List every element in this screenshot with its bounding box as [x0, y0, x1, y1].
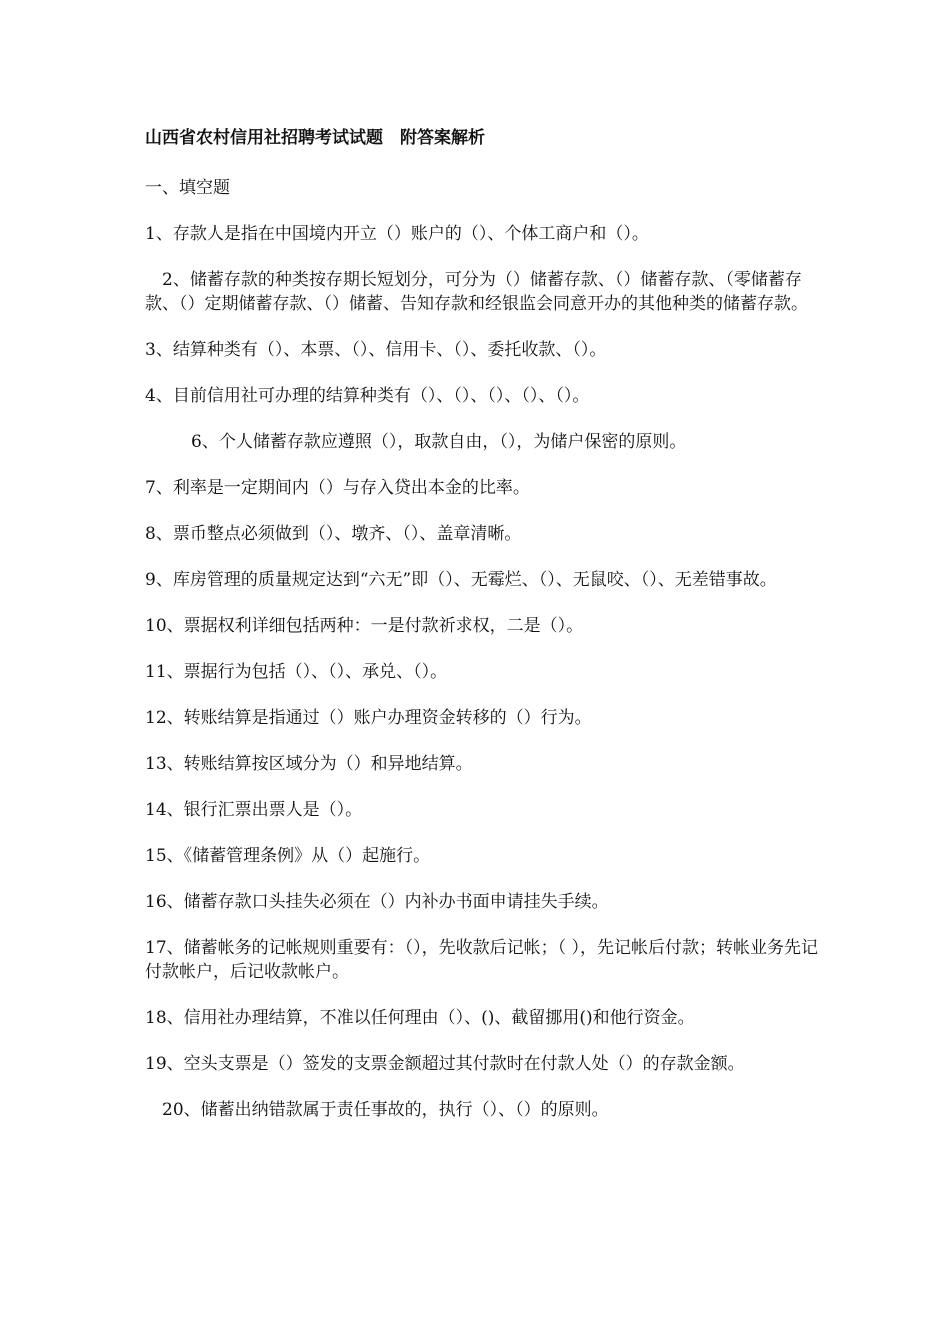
document-title: 山西省农村信用社招聘考试试题 附答案解析: [145, 128, 485, 148]
question-2: 2、储蓄存款的种类按存期长短划分，可分为（）储蓄存款、（）储蓄存款、（零储蓄存款、（）定期储蓄存款、（）储蓄、告知存款和经银监会同意开办的其他种类的储蓄存款。: [145, 270, 808, 314]
question-15: 15、《储蓄管理条例》从（）起施行。: [145, 846, 431, 866]
question-10: 10、票据权利详细包括两种：一是付款祈求权，二是（）。: [145, 616, 584, 636]
question-16: 16、储蓄存款口头挂失必须在（）内补办书面申请挂失手续。: [145, 892, 609, 912]
question-20: 20、储蓄出纳错款属于责任事故的，执行（）、（）的原则。: [162, 1100, 609, 1120]
question-8: 8、票币整点必须做到（）、墩齐、（）、盖章清晰。: [145, 524, 522, 544]
section-heading: 一、填空题: [145, 178, 230, 198]
question-6: 6、个人储蓄存款应遵照（），取款自由，（），为储户保密的原则。: [191, 432, 687, 452]
question-7: 7、利率是一定期间内（）与存入贷出本金的比率。: [145, 478, 530, 498]
question-3: 3、结算种类有（）、本票、（）、信用卡、（）、委托收款、（）。: [145, 340, 607, 360]
question-1: 1、存款人是指在中国境内开立（）账户的（）、个体工商户和（）。: [145, 224, 649, 244]
question-14: 14、银行汇票出票人是（）。: [145, 800, 363, 820]
question-17: 17、储蓄帐务的记帐规则重要有：（），先收款后记帐；（ ），先记帐后付款；转帐业务先记付款帐户，后记收款帐户。: [145, 938, 819, 982]
question-11: 11、票据行为包括（）、（）、承兑、（）。: [145, 662, 448, 682]
question-9: 9、库房管理的质量规定达到“六无”即（）、无霉烂、（）、无鼠咬、（）、无差错事故。: [145, 570, 777, 590]
question-12: 12、转账结算是指通过（）账户办理资金转移的（）行为。: [145, 708, 592, 728]
document-page: [145, 118, 825, 1122]
question-13: 13、转账结算按区域分为（）和异地结算。: [145, 754, 473, 774]
question-4: 4、目前信用社可办理的结算种类有（）、（）、（）、（）、（）。: [145, 386, 590, 406]
question-19: 19、空头支票是（）签发的支票金额超过其付款时在付款人处（）的存款金额。: [145, 1054, 745, 1074]
question-18: 18、信用社办理结算，不准以任何理由（）、()、截留挪用()和他行资金。: [145, 1008, 695, 1028]
